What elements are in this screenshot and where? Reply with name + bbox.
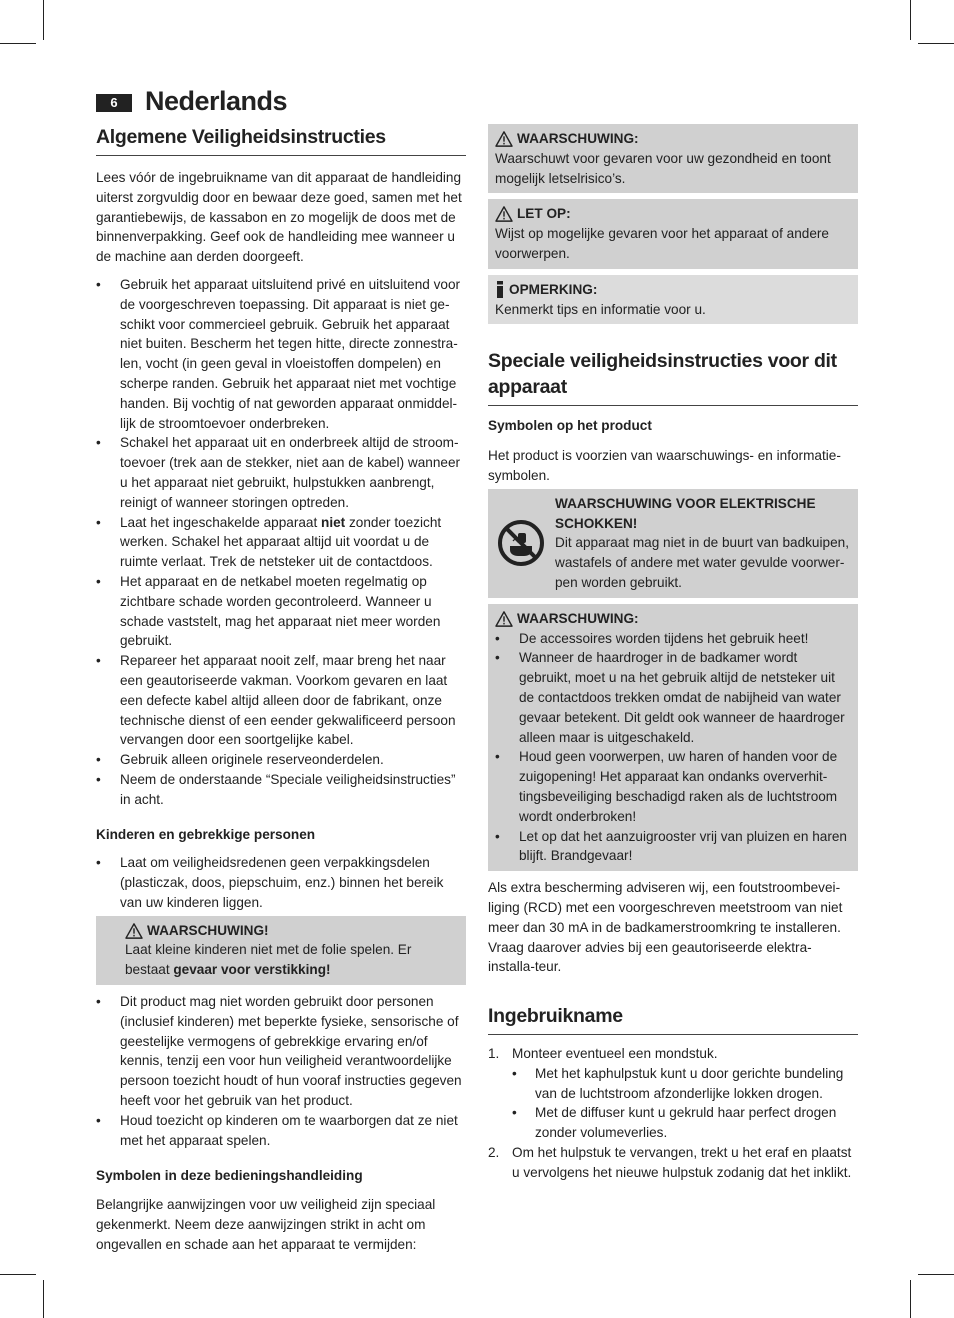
product-symbols-paragraph: Het product is voorzien van waarschuwings- en informatie-symbolen. <box>488 448 841 483</box>
symbols-paragraph: Belangrijke aanwijzingen voor uw veiligheid zijn speciaal gekenmerkt. Neem deze aanwijzingen strikt in acht om ongevallen en schade aan het apparaat te vermijden: <box>96 1197 436 1252</box>
rcd-paragraph: Als extra bescherming adviseren wij, een foutstroombevei-liging (RCD) met een voorgeschreven meetstroom van niet meer dan 30 mA in de badkamerstroomkring te installeren. Vraag daarover advies bij een geautoriseerde elektra-installa-teur. <box>488 880 843 975</box>
subheading-product-symbols: Symbolen op het product <box>488 418 652 434</box>
info-icon <box>495 281 505 298</box>
legend-box-note <box>488 275 858 325</box>
list-item: • Wanneer de haardroger in de badkamer wordt gebruikt, moet u na het gebruik altijd de netsteker uit de contactdoos trekken omdat de nabijheid van water gevaar betekent. Dit geldt ook wanneer de haardroger alleen maar is uitgeschakeld. <box>495 648 851 747</box>
legend-box-warning <box>488 124 858 193</box>
legend-label: WAARSCHUWING: <box>517 131 639 146</box>
subheading-symbols: Symbolen in deze bedieningshandleiding <box>96 1168 363 1184</box>
icon-cell <box>495 494 547 593</box>
list-item: • Neem de onderstaande “Speciale veiligheidsinstructies” in acht. <box>96 770 466 810</box>
left-column <box>96 122 466 1255</box>
list-item: • Houd geen voorwerpen, uw haren of handen voor de zuigopening! Het apparaat kan ondanks oververhit-tingsbeveiliging beschadigd raken als de luchtstroom wordt onderbroken! <box>495 747 851 826</box>
text-run: Laat kleine kinderen niet met de folie spelen. Er bestaat <box>125 942 412 978</box>
step-text: Monteer eventueel een mondstuk. <box>512 1046 718 1062</box>
page-title: Nederlands <box>145 86 288 116</box>
caution-triangle-icon <box>495 206 513 222</box>
list-item: • Houd toezicht op kinderen om te waarborgen dat ze niet met het apparaat spelen. <box>96 1111 466 1151</box>
legend-head <box>495 280 851 300</box>
crop-mark <box>0 1274 36 1275</box>
warning-text <box>125 940 459 980</box>
startup-steps <box>488 1044 858 1183</box>
list-item: • Gebruik het apparaat uitsluitend privé en uitsluitend voor de voorgeschreven toepassing. Dit apparaat is niet ge-schikt voor commercieel gebruik. Gebruik het apparaat niet buiten. Bescherm het tegen hitte, directe zonnestra-len, vocht (in geen geval in vloeistoffen dompelen) en scherpe randen. Gebruik het apparaat niet met vochtige handen. Bij vochtig of nat geworden apparaat onmiddel-lijk de stroomtoevoer onderbreken. <box>96 275 466 433</box>
list-item: • Met de diffuser kunt u gekruld haar perfect drogen zonder volumeverlies. <box>512 1103 858 1143</box>
list-item: • Gebruik alleen originele reserveonderdelen. <box>96 750 466 770</box>
legend-text: Waarschuwt voor gevaren voor uw gezondheid en toont mogelijk letselrisico’s. <box>495 150 831 186</box>
list-item: • Laat om veiligheidsredenen geen verpakkingsdelen (plasticzak, doos, piepschuim, enz.) binnen het bereik van uw kinderen liggen. <box>96 853 466 912</box>
list-item: • Repareer het apparaat nooit zelf, maar breng het naar een geautoriseerde vakman. Voorkom gevaren en laat een defecte kabel altijd alleen door de fabrikant, onze technische dienst of een eender gekwalificeerd persoon vervangen door een soortgelijke kabel. <box>96 651 466 750</box>
crop-mark <box>910 0 911 40</box>
list-item: • Het apparaat en de netkabel moeten regelmatig op zichtbare schade worden gecontroleerd. Wanneer u schade vaststelt, mag het apparaat niet meer worden gebruikt. <box>96 572 466 651</box>
legend-box-caution <box>488 199 858 268</box>
step-text: Om het hulpstuk te vervangen, trekt u het eraf en plaatst u vervolgens het nieuwe hulpstuk zodanig dat het inklikt. <box>512 1145 852 1180</box>
warning-triangle-icon <box>125 923 143 939</box>
children-list-2 <box>96 992 466 1150</box>
legend-head <box>495 204 851 224</box>
legend-label: OPMERKING: <box>509 281 598 297</box>
warning-items <box>495 629 851 867</box>
legend-head <box>495 129 851 149</box>
electric-shock-box <box>488 489 858 598</box>
emphasis-suffocation: gevaar voor verstikking! <box>173 962 331 978</box>
step-item <box>488 1143 858 1183</box>
section-heading-startup: Ingebruikname <box>488 1001 858 1035</box>
text-run: zonder toezicht werken. Schakel het apparaat altijd uit voordat u de ruimte verlaat. Trek de netsteker uit de contactdoos. <box>120 514 442 570</box>
step-item <box>488 1044 858 1143</box>
crop-mark <box>910 1280 911 1318</box>
subheading-children: Kinderen en gebrekkige personen <box>96 826 316 842</box>
legend-text: Wijst op mogelijke gevaren voor het apparaat of andere voorwerpen. <box>495 226 829 261</box>
intro-paragraph: Lees vóór de ingebruikname van dit apparaat de handleiding uiterst zorgvuldig door en bewaar deze goed, samen met het garantiebewijs, de kassabon en zo mogelijk de doos met de binnenverpakking. Geef ook de handleiding mee wanneer u de machine aan derden doorgeeft. <box>96 170 462 265</box>
children-list <box>96 853 466 912</box>
no-water-icon <box>497 519 545 567</box>
warning-box-head <box>495 609 851 629</box>
step-number: 2. <box>488 1145 500 1161</box>
warning-box-children <box>96 916 466 985</box>
list-item: • Met het kaphulpstuk kunt u door gerichte bundeling van de luchtstroom afzonderlijke lokken drogen. <box>512 1064 858 1104</box>
list-item: • De accessoires worden tijdens het gebruik heet! <box>495 629 851 649</box>
crop-mark <box>918 1274 954 1275</box>
text-run: Laat het ingeschakelde apparaat <box>120 514 322 530</box>
electric-shock-content <box>555 494 851 593</box>
step-number: 1. <box>488 1046 500 1062</box>
crop-mark <box>43 1280 44 1318</box>
warning-label: WAARSCHUWING! <box>147 922 269 938</box>
legend-label: LET OP: <box>517 206 571 222</box>
electric-shock-label: WAARSCHUWING VOOR ELEKTRISCHE SCHOKKEN! <box>555 495 816 531</box>
section-heading-safety: Algemene Veiligheidsinstructies <box>96 122 466 156</box>
safety-list <box>96 275 466 810</box>
page-header <box>96 86 858 118</box>
list-item: • Let op dat het aanzuigrooster vrij van pluizen en haren blijft. Brandgevaar! <box>495 827 851 867</box>
warning-box-head <box>125 921 459 941</box>
list-item: • Dit product mag niet worden gebruikt door personen (inclusief kinderen) met beperkte fysieke, sensorische of geestelijke vermogens of gebrekkige ervaring en/of kennis, tenzij een voor hun veiligheid verantwoordelijke persoon toezicht houdt of hun vooraf instructies gegeven heeft voor het gebruik van het product. <box>96 992 466 1111</box>
list-item: • Schakel het apparaat uit en onderbreek altijd de stroom-toevoer (trek aan de stekker, niet aan de kabel) wanneer u het apparaat niet gebruikt, hulpstukken aanbrengt, reinigt of wanneer storingen optreden. <box>96 433 466 512</box>
legend-text: Kenmerkt tips en informatie voor u. <box>495 301 706 317</box>
crop-mark <box>43 0 44 40</box>
page-number: 6 <box>96 94 132 112</box>
electric-shock-text: Dit apparaat mag niet in de buurt van badkuipen, wastafels of andere met water gevulde voorwer-pen worden gebruikt. <box>555 535 849 590</box>
warning-triangle-icon <box>495 131 513 147</box>
crop-mark <box>918 43 954 44</box>
warning-triangle-icon <box>495 611 513 627</box>
step-sublist <box>512 1064 858 1143</box>
warning-box-list <box>488 604 858 871</box>
section-heading-special: Speciale veiligheidsinstructies voor dit apparaat <box>488 346 858 406</box>
list-item <box>96 513 466 572</box>
warning-label: WAARSCHUWING: <box>517 610 639 626</box>
right-column <box>488 124 858 1183</box>
crop-mark <box>0 43 36 44</box>
emphasis-niet: niet <box>321 514 346 530</box>
